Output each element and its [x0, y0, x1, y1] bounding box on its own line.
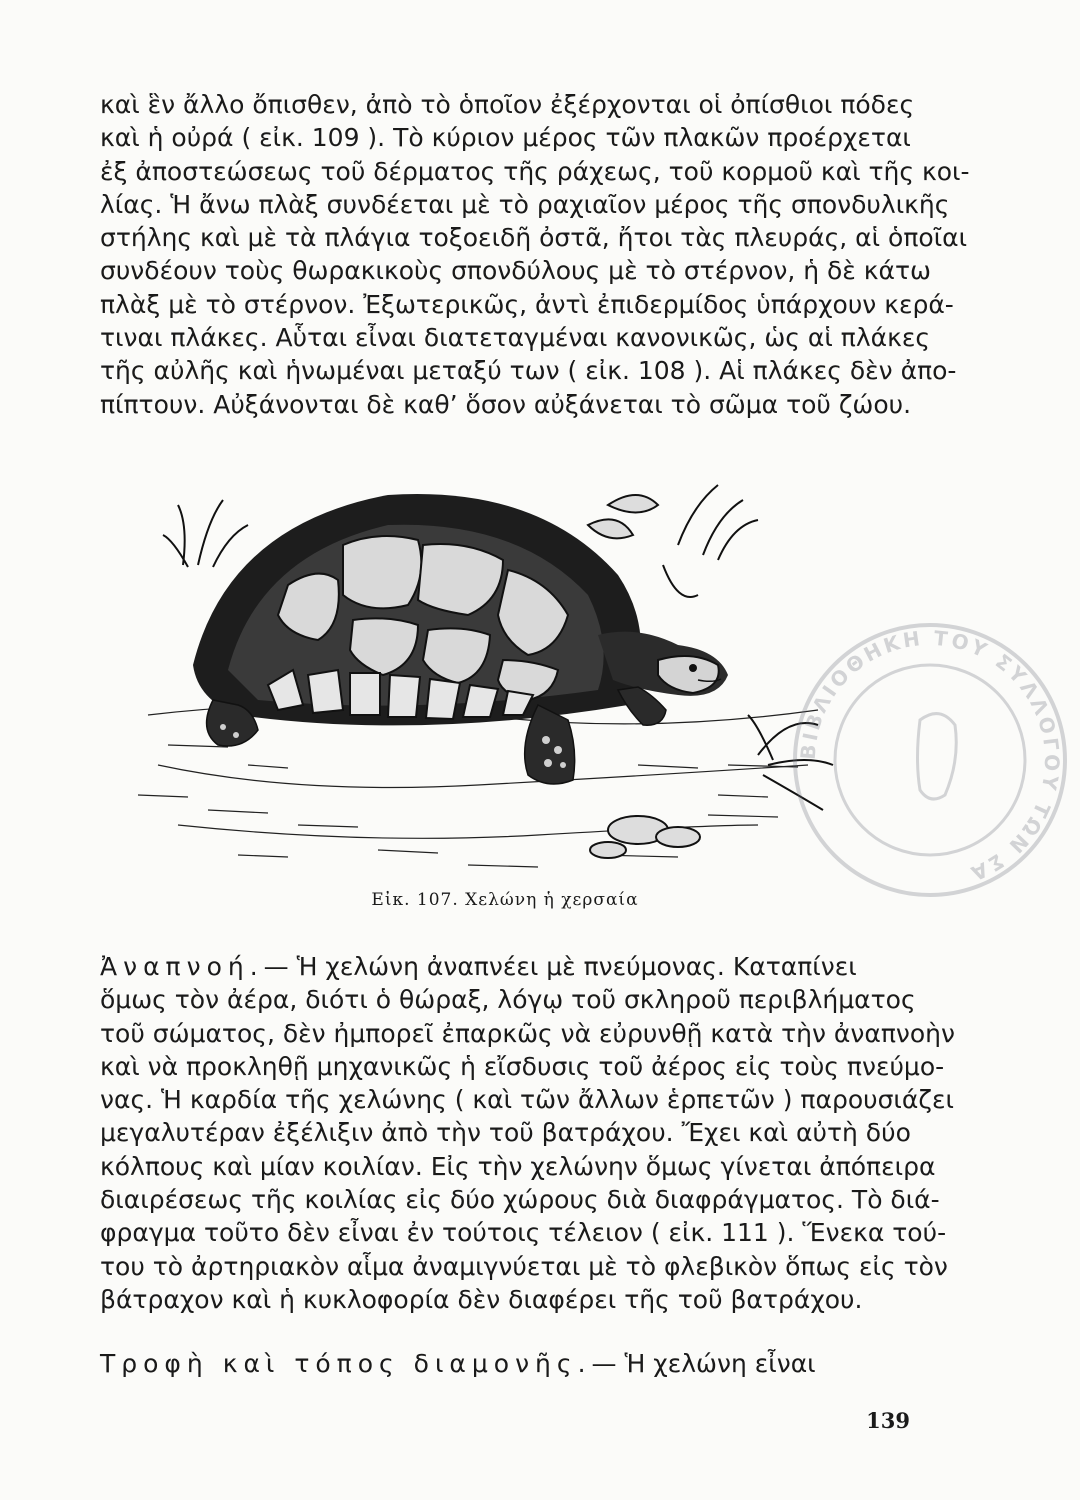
text-line: καὶ νὰ προκληθῇ μηχανικῶς ἡ εἴσδυσις τοῦ ἀέρος εἰς τοὺς πνεύμο-	[100, 1051, 945, 1081]
text-line: ἐξ ἀποστεώσεως τοῦ δέρματος τῆς ράχεως, τοῦ κορμοῦ καὶ τῆς κοι-	[100, 156, 970, 186]
text-line: συνδέουν τοὺς θωρακικοὺς σπονδύλους μὲ τὸ στέρνον, ἡ δὲ κάτω	[100, 256, 931, 286]
text-line: πλὰξ μὲ τὸ στέρνον. Ἐξωτερικῶς, ἀντὶ ἐπιδερμίδος ὑπάρχουν κερά-	[100, 289, 954, 319]
text-line-rest: — Ἡ χελώνη ἀναπνέει μὲ πνεύμονας. Καταπίνει	[263, 952, 857, 981]
text-line	[100, 950, 910, 983]
text-line: διαιρέσεως τῆς κοιλίας εἰς δύο χώρους διὰ διαφράγματος. Τὸ διά-	[100, 1185, 940, 1215]
tortoise-illustration	[118, 465, 838, 885]
text-line: φραγμα τοῦτο δὲν εἶναι ἐν τούτοις τέλειον ( εἰκ. 111 ). Ἕνεκα τού-	[100, 1218, 947, 1248]
text-line: πίπτουν. Αὐξάνονται δὲ καθ’ ὅσον αὐξάνεται τὸ σῶμα τοῦ ζώου.	[100, 389, 912, 419]
text-line-rest: — Ἡ χελώνη εἶναι	[591, 1349, 816, 1378]
tortoise-shell	[193, 494, 641, 725]
stones	[590, 816, 700, 858]
text-line: τοῦ σώματος, δὲν ἠμπορεῖ ἐπαρκῶς νὰ εὐρυνθῇ κατὰ τὴν ἀναπνοὴν	[100, 1018, 955, 1048]
library-stamp	[780, 610, 1080, 910]
text-line	[100, 1347, 910, 1380]
text-line: ὅμως τὸν ἀέρα, διότι ὁ θώραξ, λόγῳ τοῦ σκληροῦ περιβλήματος	[100, 985, 916, 1015]
text-line: του τὸ ἀρτηριακὸν αἷμα ἀναμιγνύεται μὲ τὸ φλεβικὸν ὅπως εἰς τὸν	[100, 1251, 948, 1281]
leg-scales	[220, 724, 566, 768]
paragraph-shell-structure	[100, 88, 970, 421]
paragraph-food-habitat	[100, 1347, 910, 1380]
text-line: μεγαλυτέραν ἐξέλιξιν ἀπὸ τὴν τοῦ βατράχου. Ἔχει καὶ αὐτὴ δύο	[100, 1118, 911, 1148]
text-line: νας. Ἡ καρδία τῆς χελώνης ( καὶ τῶν ἄλλων ἑρπετῶν ) παρουσιάζει	[100, 1085, 954, 1115]
text-line: λίας. Ἡ ἄνω πλὰξ συνδέεται μὲ τὸ ραχιαῖον μέρος τῆς σπονδυλικῆς	[100, 189, 950, 219]
text-line: στήλης καὶ μὲ τὰ πλάγια τοξοειδῆ ὀστᾶ, ἤτοι τὰς πλευράς, αἱ ὁποῖαι	[100, 223, 968, 253]
tortoise-drawing	[118, 465, 838, 885]
text-line: βάτραχον καὶ ἡ κυκλοφορία δὲν διαφέρει τῆς τοῦ βατράχου.	[100, 1284, 863, 1314]
grass-tuft-left	[163, 500, 248, 567]
text-line: κόλπους καὶ μίαν κοιλίαν. Εἰς τὴν χελώνην ὅμως γίνεται ἀπόπειρα	[100, 1151, 936, 1181]
text-line: καὶ ἡ οὐρά ( εἰκ. 109 ). Τὸ κύριον μέρος τῶν πλακῶν προέρχεται	[100, 123, 911, 153]
page-number: 139	[866, 1408, 910, 1433]
text-line: καὶ ἓν ἄλλο ὄπισθεν, ἀπὸ τὸ ὁποῖον ἐξέρχονται οἱ ὀπίσθιοι πόδες	[100, 90, 915, 119]
paragraph-breathing	[100, 950, 955, 1316]
text-line: τιναι πλάκες. Αὗται εἶναι διατεταγμέναι κανονικῶς, ὡς αἱ πλάκες	[100, 323, 931, 353]
stamp-text: ΒΙΒΛΙΟΘΗΚΗ ΤΟΥ ΣΥΛΛΟΓΟΥ ΤΩΝ ΣΑ	[795, 625, 1065, 887]
text-line: τῆς αὐλῆς καὶ ἡνωμέναι μεταξύ των ( εἰκ. 108 ). Αἱ πλάκες δὲν ἀπο-	[100, 356, 957, 386]
section-heading: Τροφὴ καὶ τόπος διαμονῆς.	[100, 1349, 592, 1378]
section-heading: Ἀναπνοή.	[100, 952, 264, 981]
figure-caption: Εἰκ. 107. Χελώνη ἡ χερσαία	[371, 890, 639, 910]
